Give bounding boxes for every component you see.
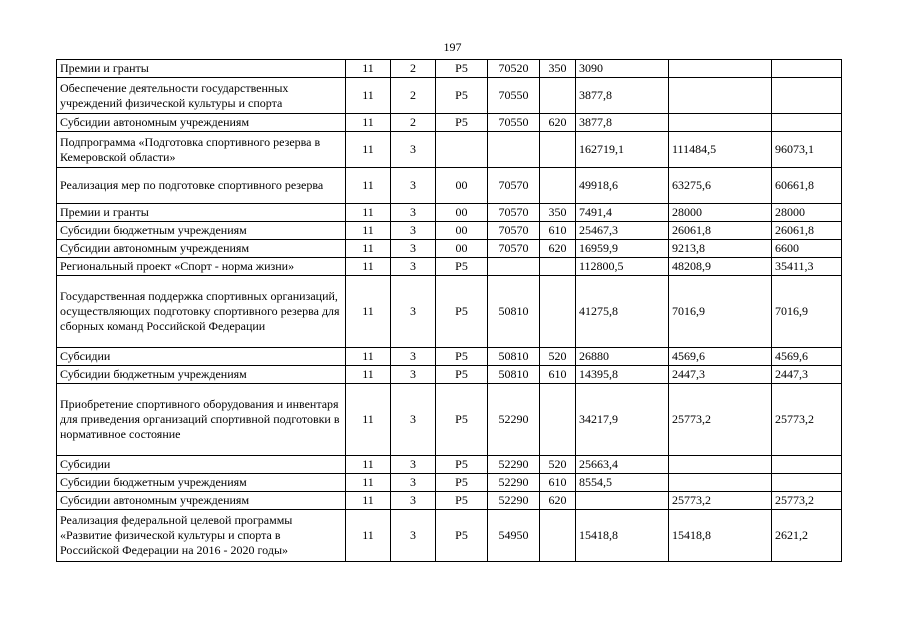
program-code: P5 (436, 474, 488, 492)
expense-code: 54950 (488, 510, 540, 562)
expense-type (540, 510, 576, 562)
program-code: P5 (436, 60, 488, 78)
amount-year-2 (669, 456, 772, 474)
section-code: 11 (346, 474, 391, 492)
table-row (57, 258, 842, 276)
row-name: Субсидии автономным учреждениям (57, 492, 346, 510)
expense-code: 52290 (488, 384, 540, 456)
subsection-code: 2 (391, 78, 436, 114)
row-name: Субсидии автономным учреждениям (57, 240, 346, 258)
section-code: 11 (346, 78, 391, 114)
amount-year-2 (669, 474, 772, 492)
table-row (57, 492, 842, 510)
section-code: 11 (346, 114, 391, 132)
amount-year-1: 8554,5 (576, 474, 669, 492)
amount-year-1: 14395,8 (576, 366, 669, 384)
subsection-code: 3 (391, 510, 436, 562)
section-code: 11 (346, 204, 391, 222)
row-name: Субсидии автономным учреждениям (57, 114, 346, 132)
table-row (57, 384, 842, 456)
amount-year-2: 25773,2 (669, 492, 772, 510)
subsection-code: 3 (391, 348, 436, 366)
expense-code: 70570 (488, 168, 540, 204)
table-row (57, 240, 842, 258)
amount-year-3 (772, 60, 842, 78)
table-row (57, 114, 842, 132)
amount-year-2: 4569,6 (669, 348, 772, 366)
amount-year-1: 3877,8 (576, 78, 669, 114)
expense-code: 70550 (488, 78, 540, 114)
amount-year-1: 26880 (576, 348, 669, 366)
row-name: Субсидии (57, 348, 346, 366)
table-row (57, 366, 842, 384)
subsection-code: 3 (391, 168, 436, 204)
table-row (57, 510, 842, 562)
subsection-code: 3 (391, 384, 436, 456)
subsection-code: 3 (391, 240, 436, 258)
expense-code: 50810 (488, 276, 540, 348)
table-row (57, 204, 842, 222)
amount-year-3: 4569,6 (772, 348, 842, 366)
expense-code: 70570 (488, 222, 540, 240)
program-code: P5 (436, 510, 488, 562)
row-name: Премии и гранты (57, 60, 346, 78)
section-code: 11 (346, 348, 391, 366)
program-code: P5 (436, 78, 488, 114)
amount-year-1: 25467,3 (576, 222, 669, 240)
expense-code: 52290 (488, 456, 540, 474)
amount-year-1: 3090 (576, 60, 669, 78)
row-name: Субсидии бюджетным учреждениям (57, 366, 346, 384)
table-row (57, 132, 842, 168)
expense-type (540, 78, 576, 114)
amount-year-1: 34217,9 (576, 384, 669, 456)
row-name: Премии и гранты (57, 204, 346, 222)
amount-year-3: 7016,9 (772, 276, 842, 348)
section-code: 11 (346, 384, 391, 456)
expense-code: 52290 (488, 474, 540, 492)
program-code: P5 (436, 384, 488, 456)
program-code: 00 (436, 204, 488, 222)
subsection-code: 2 (391, 60, 436, 78)
table-row (57, 60, 842, 78)
expense-type: 620 (540, 240, 576, 258)
program-code: P5 (436, 348, 488, 366)
amount-year-3: 2621,2 (772, 510, 842, 562)
subsection-code: 2 (391, 114, 436, 132)
table-row (57, 222, 842, 240)
row-name: Субсидии бюджетным учреждениям (57, 222, 346, 240)
expense-type: 620 (540, 492, 576, 510)
expense-type: 610 (540, 222, 576, 240)
subsection-code: 3 (391, 474, 436, 492)
amount-year-2 (669, 114, 772, 132)
section-code: 11 (346, 492, 391, 510)
program-code: 00 (436, 240, 488, 258)
expense-code (488, 132, 540, 168)
program-code: P5 (436, 366, 488, 384)
section-code: 11 (346, 366, 391, 384)
amount-year-1: 15418,8 (576, 510, 669, 562)
amount-year-1: 112800,5 (576, 258, 669, 276)
expense-type: 620 (540, 114, 576, 132)
row-name: Подпрограмма «Подготовка спортивного резерва в Кемеровской области» (57, 132, 346, 168)
program-code: P5 (436, 492, 488, 510)
amount-year-3: 35411,3 (772, 258, 842, 276)
section-code: 11 (346, 60, 391, 78)
table-row (57, 78, 842, 114)
expense-type: 610 (540, 474, 576, 492)
section-code: 11 (346, 276, 391, 348)
amount-year-2 (669, 60, 772, 78)
row-name: Обеспечение деятельности государственных учреждений физической культуры и спорта (57, 78, 346, 114)
amount-year-2: 9213,8 (669, 240, 772, 258)
row-name: Государственная поддержка спортивных организаций, осуществляющих подготовку спортивного резерва для сборных команд Российской Федерации (57, 276, 346, 348)
amount-year-3: 60661,8 (772, 168, 842, 204)
section-code: 11 (346, 456, 391, 474)
amount-year-2 (669, 78, 772, 114)
subsection-code: 3 (391, 276, 436, 348)
expense-code: 70520 (488, 60, 540, 78)
section-code: 11 (346, 222, 391, 240)
expense-type: 350 (540, 60, 576, 78)
table-row (57, 276, 842, 348)
amount-year-2: 63275,6 (669, 168, 772, 204)
amount-year-1: 41275,8 (576, 276, 669, 348)
section-code: 11 (346, 168, 391, 204)
amount-year-2: 26061,8 (669, 222, 772, 240)
program-code: P5 (436, 114, 488, 132)
row-name: Реализация мер по подготовке спортивного резерва (57, 168, 346, 204)
table-row (57, 168, 842, 204)
subsection-code: 3 (391, 132, 436, 168)
amount-year-1 (576, 492, 669, 510)
budget-table (56, 59, 842, 562)
amount-year-3 (772, 78, 842, 114)
amount-year-3 (772, 474, 842, 492)
amount-year-2: 2447,3 (669, 366, 772, 384)
amount-year-3 (772, 456, 842, 474)
section-code: 11 (346, 258, 391, 276)
row-name: Региональный проект «Спорт - норма жизни» (57, 258, 346, 276)
program-code (436, 132, 488, 168)
amount-year-2: 28000 (669, 204, 772, 222)
subsection-code: 3 (391, 204, 436, 222)
expense-code: 52290 (488, 492, 540, 510)
section-code: 11 (346, 132, 391, 168)
expense-type (540, 258, 576, 276)
table-body (57, 60, 842, 562)
amount-year-1: 49918,6 (576, 168, 669, 204)
amount-year-2: 25773,2 (669, 384, 772, 456)
amount-year-3 (772, 114, 842, 132)
expense-type: 520 (540, 456, 576, 474)
expense-code (488, 258, 540, 276)
expense-code: 50810 (488, 348, 540, 366)
section-code: 11 (346, 240, 391, 258)
subsection-code: 3 (391, 492, 436, 510)
expense-type: 610 (540, 366, 576, 384)
program-code: P5 (436, 456, 488, 474)
amount-year-1: 25663,4 (576, 456, 669, 474)
expense-type (540, 168, 576, 204)
program-code: 00 (436, 168, 488, 204)
expense-code: 70570 (488, 240, 540, 258)
amount-year-2: 7016,9 (669, 276, 772, 348)
amount-year-3: 25773,2 (772, 492, 842, 510)
row-name: Субсидии бюджетным учреждениям (57, 474, 346, 492)
expense-type: 350 (540, 204, 576, 222)
expense-type: 520 (540, 348, 576, 366)
expense-code: 70550 (488, 114, 540, 132)
subsection-code: 3 (391, 258, 436, 276)
amount-year-2: 111484,5 (669, 132, 772, 168)
subsection-code: 3 (391, 366, 436, 384)
program-code: P5 (436, 276, 488, 348)
amount-year-1: 7491,4 (576, 204, 669, 222)
amount-year-1: 3877,8 (576, 114, 669, 132)
expense-code: 70570 (488, 204, 540, 222)
amount-year-3: 28000 (772, 204, 842, 222)
section-code: 11 (346, 510, 391, 562)
expense-type (540, 276, 576, 348)
page-number: 197 (443, 40, 462, 54)
expense-type (540, 384, 576, 456)
amount-year-2: 15418,8 (669, 510, 772, 562)
amount-year-3: 2447,3 (772, 366, 842, 384)
program-code: 00 (436, 222, 488, 240)
subsection-code: 3 (391, 222, 436, 240)
amount-year-1: 162719,1 (576, 132, 669, 168)
row-name: Реализация федеральной целевой программы «Развитие физической культуры и спорта в Российской Федерации на 2016 - 2020 годы» (57, 510, 346, 562)
amount-year-3: 25773,2 (772, 384, 842, 456)
expense-code: 50810 (488, 366, 540, 384)
amount-year-1: 16959,9 (576, 240, 669, 258)
table-row (57, 474, 842, 492)
amount-year-3: 96073,1 (772, 132, 842, 168)
program-code: P5 (436, 258, 488, 276)
table-row (57, 348, 842, 366)
table-row (57, 456, 842, 474)
amount-year-3: 26061,8 (772, 222, 842, 240)
subsection-code: 3 (391, 456, 436, 474)
row-name: Субсидии (57, 456, 346, 474)
amount-year-3: 6600 (772, 240, 842, 258)
expense-type (540, 132, 576, 168)
row-name: Приобретение спортивного оборудования и инвентаря для приведения организаций спортивной подготовки в нормативное состояние (57, 384, 346, 456)
amount-year-2: 48208,9 (669, 258, 772, 276)
